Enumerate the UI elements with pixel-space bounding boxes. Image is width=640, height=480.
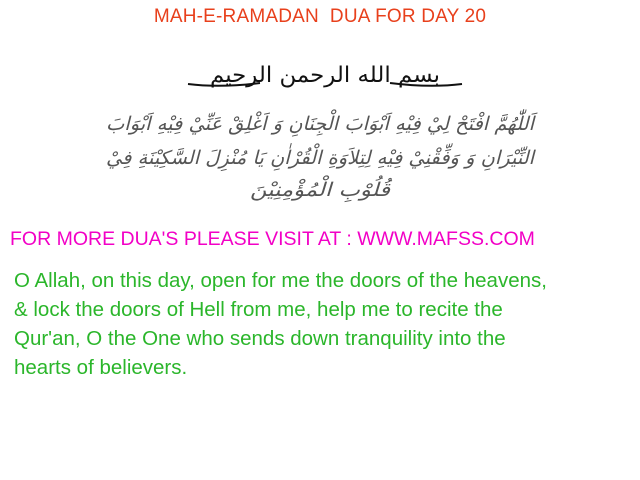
translation-line-3: Qur'an, O the One who sends down tranquility into the [14,327,506,350]
page-title: MAH-E-RAMADAN DUA FOR DAY 20 [153,6,487,27]
translation-line-2: & lock the doors of Hell from me, help me to recite the [14,298,503,321]
dua-arabic-line-1: اَللّٰهُمَّ افْتَحْ لِيْ فِيْهِ اَبْوَابَ الْجِنَانِ وَ اَغْلِقْ عَنِّيْ فِيْهِ اَبْوَابَ [106,113,525,135]
dua-translation [14,266,636,382]
translation-line-4: hearts of believers. [14,356,188,379]
dua-arabic-line-3: قُلُوْبِ الْمُؤْمِنِيْنَ [250,179,368,201]
bismillah-calligraphy [180,50,470,94]
dua-arabic-calligraphy [100,104,540,204]
dua-arabic-line-2: النِّيْرَانِ وَ وَفِّقْنِيْ فِيْهِ لِتِلاَوَةِ الْقُرْاٰنِ يَا مُنْزِلَ السَّكِيْنَةِ فِيْ [106,147,525,169]
visit-website-banner: FOR MORE DUA'S PLEASE VISIT AT : WWW.MAFSS.COM [10,228,535,250]
bismillah-text: بسم الله الرحمن الرحيم [210,63,440,88]
translation-line-1: O Allah, on this day, open for me the doors of the heavens, [14,269,547,292]
